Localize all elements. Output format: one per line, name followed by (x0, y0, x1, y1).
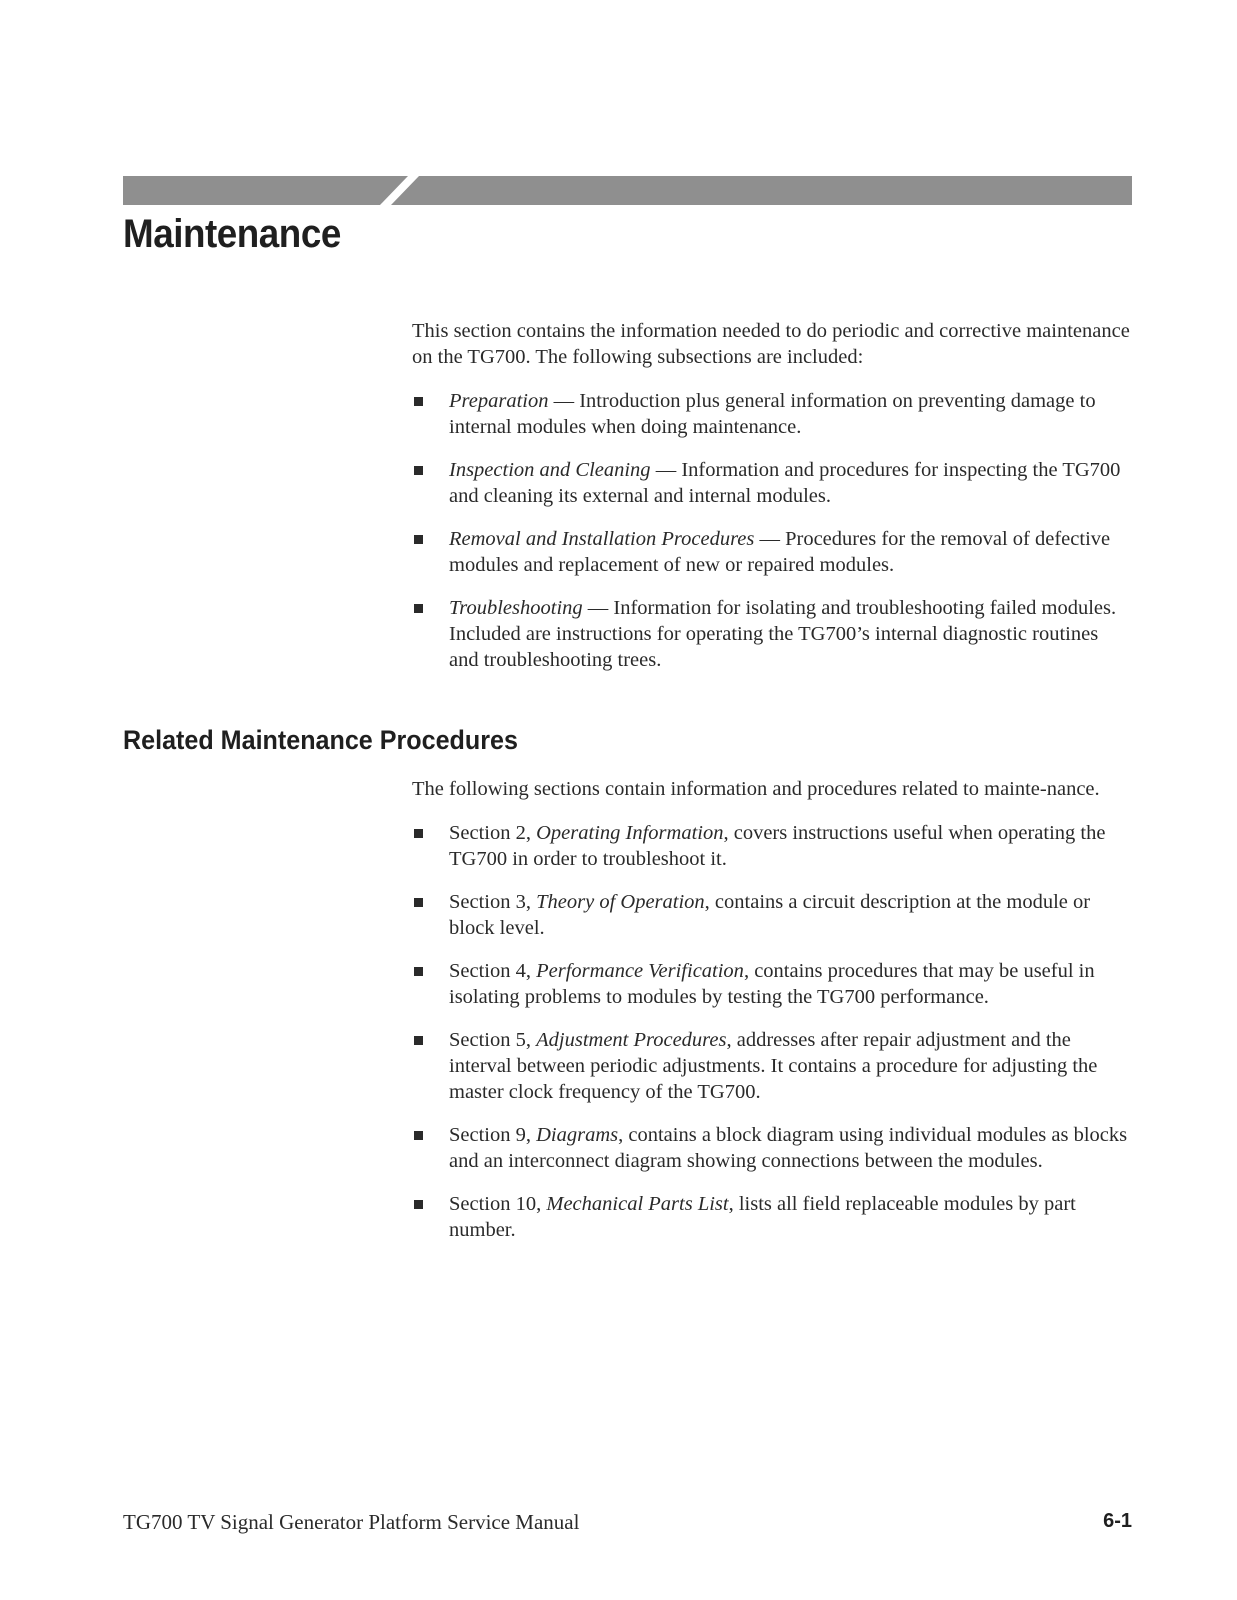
item-term: Operating Information (536, 822, 724, 844)
item-term: Adjustment Procedures (536, 1029, 727, 1051)
related-heading: Related Maintenance Procedures (123, 725, 518, 755)
page-title: Maintenance (123, 212, 341, 256)
section-header-bar (123, 176, 1132, 205)
item-text: , contains a block diagram using individual modules as blocks and an interconnect diagram showing connections between the modules. (449, 1124, 1128, 1172)
item-text: — Procedures for the removal of defective modules and replacement of new or repaired modules. (449, 528, 1111, 576)
list-item (412, 1122, 1132, 1174)
bullet-square-icon (414, 535, 423, 544)
bullet-square-icon (414, 466, 423, 475)
item-prefix: Section 2, (449, 822, 537, 844)
item-term: Theory of Operation (536, 891, 705, 913)
bullet-square-icon (414, 1036, 423, 1045)
item-text: , addresses after repair adjustment and the interval between periodic adjustments. It contains a procedure for adjusting the master clock frequency of the TG700. (449, 1029, 1098, 1103)
list-item (412, 1027, 1132, 1105)
item-prefix: Section 9, (449, 1124, 537, 1146)
intro-paragraph: This section contains the information needed to do periodic and corrective maintenance on the TG700. The following subsections are included: (412, 320, 1130, 368)
item-term: Removal and Installation Procedures (449, 528, 755, 550)
item-term: Performance Verification (536, 960, 744, 982)
bullet-square-icon (414, 898, 423, 907)
item-text: , contains a circuit description at the module or block level. (449, 891, 1091, 939)
item-text: , lists all field replaceable modules by part number. (449, 1193, 1076, 1241)
bullet-square-icon (414, 1131, 423, 1140)
item-text: , contains procedures that may be useful in isolating problems to modules by testing the TG700 performance. (449, 960, 1095, 1008)
item-text: — Information and procedures for inspecting the TG700 and cleaning its external and internal modules. (449, 459, 1121, 507)
bullet-square-icon (414, 604, 423, 613)
intro-list (412, 388, 1132, 673)
item-text: , covers instructions useful when operating the TG700 in order to troubleshoot it. (449, 822, 1106, 870)
related-paragraph: The following sections contain information and procedures related to mainte-nance. (412, 778, 1100, 800)
list-item (412, 457, 1132, 509)
item-prefix: Section 4, (449, 960, 537, 982)
list-item (412, 889, 1132, 941)
related-list (412, 820, 1132, 1243)
list-item (412, 1191, 1132, 1243)
item-prefix: Section 5, (449, 1029, 537, 1051)
item-prefix: Section 10, (449, 1193, 547, 1215)
footer-manual-title: TG700 TV Signal Generator Platform Service Manual (123, 1510, 580, 1534)
bullet-square-icon (414, 967, 423, 976)
item-term: Troubleshooting (449, 597, 583, 619)
item-text: — Information for isolating and troubleshooting failed modules. Included are instructions for operating the TG700’s internal diagnostic routines and troubleshooting trees. (449, 597, 1117, 671)
bullet-square-icon (414, 1200, 423, 1209)
intro-section (412, 318, 1132, 690)
item-prefix: Section 3, (449, 891, 537, 913)
list-item (412, 595, 1132, 673)
item-term: Preparation (449, 390, 549, 412)
list-item (412, 820, 1132, 872)
bullet-square-icon (414, 829, 423, 838)
bullet-square-icon (414, 397, 423, 406)
related-section (412, 776, 1132, 1260)
item-term: Diagrams (536, 1124, 619, 1146)
item-text: — Introduction plus general information on preventing damage to internal modules when doing maintenance. (449, 390, 1096, 438)
item-term: Inspection and Cleaning (449, 459, 651, 481)
list-item (412, 526, 1132, 578)
list-item (412, 958, 1132, 1010)
list-item (412, 388, 1132, 440)
footer-page-number: 6-1 (1103, 1510, 1132, 1532)
item-term: Mechanical Parts List (546, 1193, 729, 1215)
